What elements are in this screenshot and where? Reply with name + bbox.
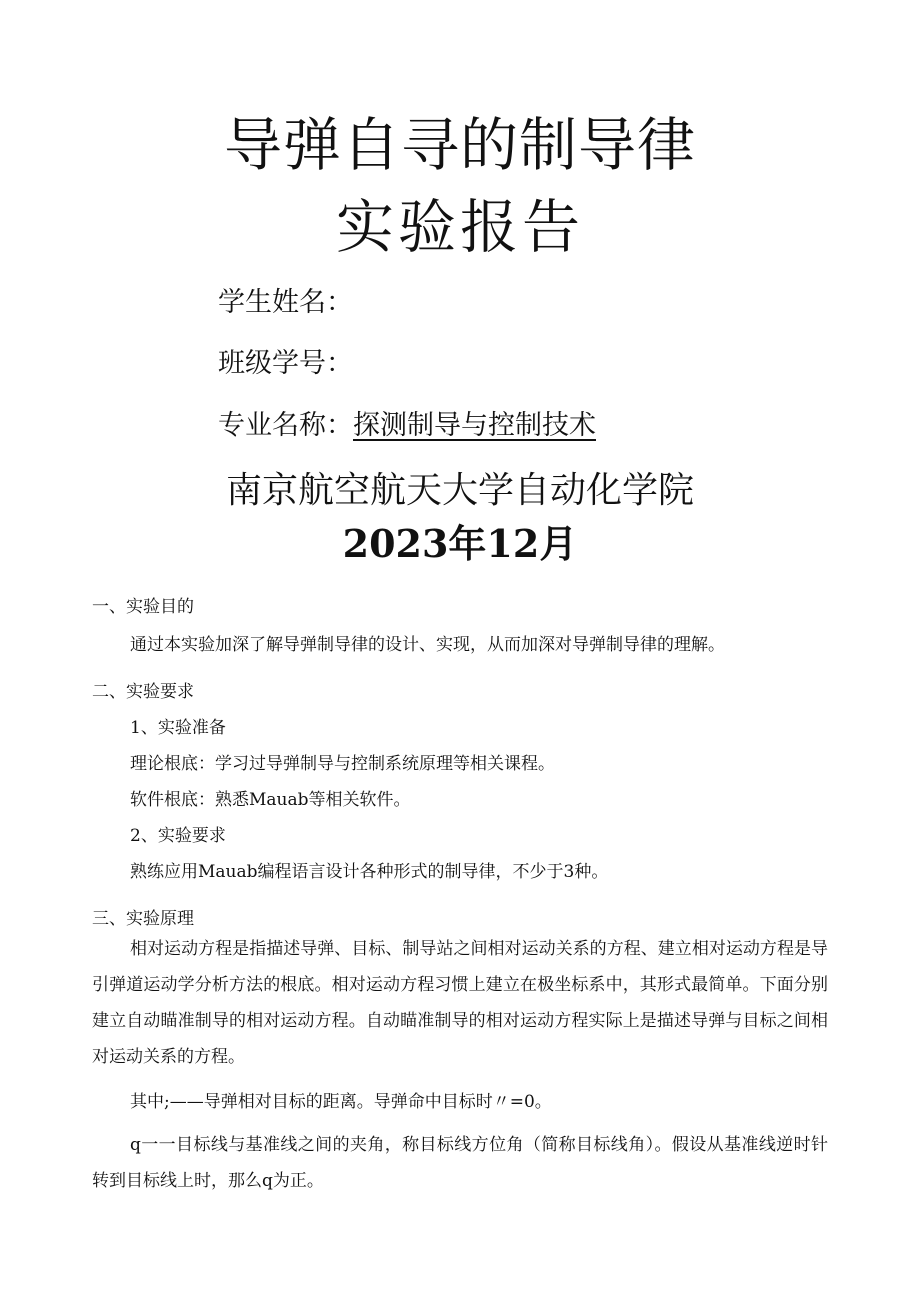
section-2-heading: 二、实验要求 [92, 682, 194, 702]
section-1-text: 通过本实验加深了解导弹制导律的设计、实现，从而加深对导弹制导律的理解。 [130, 635, 725, 655]
report-title: 导弹自寻的制导律 [223, 111, 696, 179]
section-3-paragraph-1: 相对运动方程是指描述导弹、目标、制导站之间相对运动关系的方程、建立相对运动方程是导引弹道运动学分析方法的根底。相对运动方程习惯上建立在极坐标系中，其形式最简单。下面分别建立自动瞄准制导的相对运动方程。自动瞄准制导的相对运动方程实际上是描述导弹与目标之间相对运动关系的方程。 [92, 939, 828, 1067]
student-name-field [218, 280, 353, 319]
section-2-subheading-1: 1、实验准备 [130, 718, 226, 738]
section-3-heading: 三、实验原理 [92, 909, 194, 929]
section-2-subheading-2: 2、实验要求 [130, 826, 226, 846]
report-subtitle: 实验报告 [335, 193, 584, 261]
student-name-label: 学生姓名： [218, 287, 353, 318]
section-2-theory: 理论根底：学习过导弹制导与控制系统原理等相关课程。 [130, 754, 555, 774]
major-field [218, 403, 596, 442]
major-label: 专业名称： [218, 410, 353, 441]
class-id-field [218, 341, 353, 380]
class-id-label: 班级学号： [218, 348, 353, 379]
section-1-heading: 一、实验目的 [92, 597, 194, 617]
major-value: 探测制导与控制技术 [353, 410, 596, 441]
section-3-paragraph-3: q一一目标线与基准线之间的夹角，称目标线方位角（简称目标线角）。假设从基准线逆时针转到目标线上时，那么q为正。 [92, 1135, 828, 1191]
report-date: 2023年12月 [342, 521, 578, 566]
school-name: 南京航空航天大学自动化学院 [225, 470, 694, 511]
section-2-software: 软件根底：熟悉Mauab等相关软件。 [130, 790, 411, 810]
section-3-paragraph-2: 其中;——导弹相对目标的距离。导弹命中目标时〃=0。 [130, 1092, 552, 1112]
section-2-requirement: 熟练应用Mauab编程语言设计各种形式的制导律，不少于3种。 [130, 862, 609, 882]
